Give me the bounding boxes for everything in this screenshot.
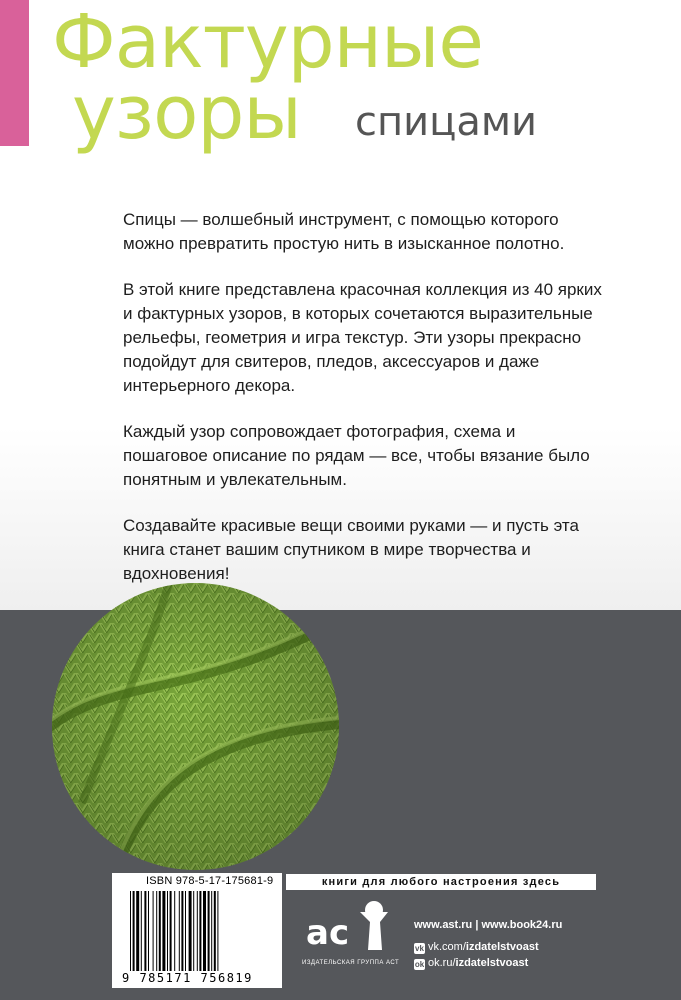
description-paragraph-1: Спицы — волшебный инструмент, с помощью которого можно превратить простую нить в изысканное полотно. bbox=[123, 210, 565, 253]
vk-prefix: vk.com/ bbox=[428, 941, 466, 953]
barcode-digits: 9 785171 756819 bbox=[122, 971, 253, 985]
pink-accent-tab bbox=[0, 0, 29, 146]
ast-logo bbox=[302, 898, 398, 961]
description-paragraph-2: В этой книге представлена красочная коллекция из 40 ярких и фактурных узоров, в которых сочетаются выразительные рельефы, геометрия и игра текстур. Эти узоры прекрасно подойдут для свитеров, пледов, аксессуаров и даже интерьерного декора. bbox=[123, 280, 602, 395]
publisher-name: ИЗДАТЕЛЬСКАЯ ГРУППА АСТ bbox=[302, 960, 400, 966]
slogan-text: книги для любого настроения здесь bbox=[321, 876, 561, 888]
knitting-swatch-image bbox=[52, 583, 339, 870]
description-paragraph-3: Каждый узор сопровождает фотография, схема и пошаговое описание по рядам — все, чтобы вязание было понятным и увлекательным. bbox=[123, 422, 590, 489]
barcode-bars bbox=[130, 891, 264, 971]
ok-handle: izdatelstvoast bbox=[455, 957, 529, 969]
book-description bbox=[123, 208, 603, 608]
isbn-barcode bbox=[112, 873, 282, 988]
isbn-text: ISBN 978-5-17-175681-9 bbox=[146, 875, 274, 887]
ok-prefix: ok.ru/ bbox=[428, 957, 456, 969]
subtitle: спицами bbox=[355, 99, 538, 145]
slogan-bar bbox=[286, 874, 596, 890]
ast-logo-text: ас bbox=[306, 913, 350, 953]
ok-link[interactable] bbox=[414, 957, 528, 970]
vk-icon: vk bbox=[415, 944, 424, 953]
publisher-websites[interactable]: www.ast.ru | www.book24.ru bbox=[414, 919, 563, 931]
description-paragraph-4: Создавайте красивые вещи своими руками — и пусть эта книга станет вашим спутником в мире творчества и вдохновения! bbox=[123, 516, 579, 583]
ok-icon: ok bbox=[414, 960, 425, 969]
vk-link[interactable] bbox=[414, 941, 539, 954]
title-line-2: узоры bbox=[72, 70, 301, 156]
vk-handle: izdatelstvoast bbox=[465, 941, 539, 953]
title-line-1: Фактурные bbox=[52, 0, 483, 85]
